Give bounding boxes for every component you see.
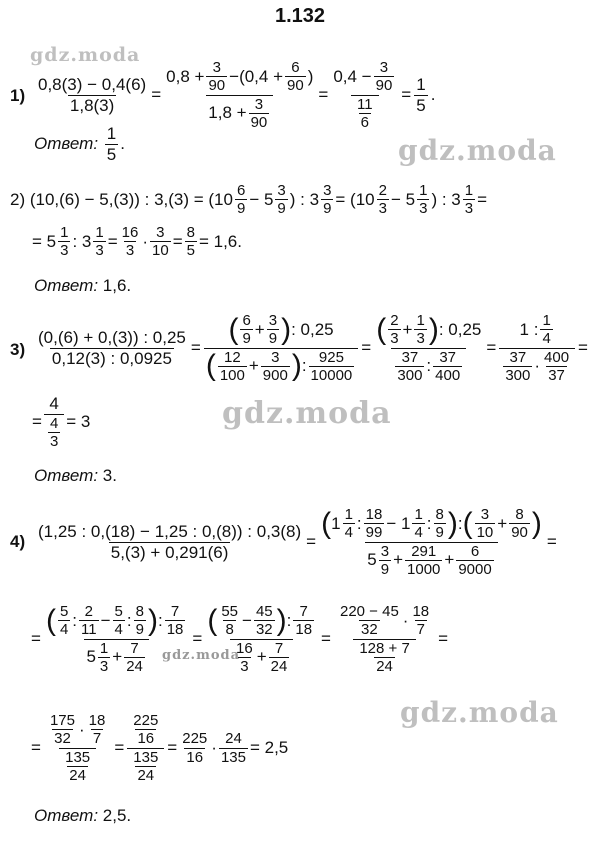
problem-4-line-2: = ( $\frac{5}{4}$ : $\frac{2}{11}$ − $\frac{5}{4}$ : $\frac{8}{9}$ ) : $\frac{7}{18}$ 5 $\frac{1}{3}$ + $\frac{7}{24}$ = ( $\frac{55}{8}$ − $\frac{45}{32}$ ) : $\frac{7}{18}$ $\frac{16}{3}$ + $\frac{7}{24}$ = $\frac{220 - 45}{32}$ · $\frac{18}{7}$ $\frac{128 + 7}{24}$ =	[31, 603, 449, 675]
problem-3-equation: $\frac{(0,(6) + 0,(3)) : 0,25}{0,12(3) : 0,0925}$ = ( $\frac{6}{9}$ + $\frac{3}{9}$ ) : 0,25 ( $\frac{12}{100}$ + $\frac{3}{900}$ ) : $\frac{925}{10000}$ = ( $\frac{2}{3}$ + $\frac{1}{3}$ ) : 0,25 $\frac{37}{300}$ : $\frac{37}{400}$ = 1 : $\frac{1}{4}$ $\frac{37}{300}$ · $\frac{400}{37}$ =	[38, 312, 588, 384]
watermark: gdz.moda	[162, 648, 241, 663]
problem-number: 1)	[10, 86, 26, 105]
problem-2-line-1: 2) (10,(6) − 5,(3)) : 3,(3) = (10 $\frac{6}{9}$ − 5 $\frac{3}{9}$ ) : 3 $\frac{3}{9}$ = (10 $\frac{2}{3}$ − 5 $\frac{1}{3}$ ) : 3 $\frac{1}{3}$ =	[10, 182, 488, 218]
answer-3: Ответ: 3.	[34, 466, 117, 485]
watermark: gdz.moda	[398, 134, 557, 167]
problem-1-equation: $\frac{0,8(3) - 0,4(6)}{1,8(3)}$ = 0,8 + $\frac{3}{90}$ − (0,4 + $\frac{6}{90}$ ) 1,8 + $\frac{3}{90}$ = 0,4 − $\frac{3}{90}$ $\frac{11}{6}$ = $\frac{1}{5}$ .	[38, 59, 436, 131]
answer-2: Ответ: 1,6.	[34, 276, 132, 295]
answer-1: Ответ : $\frac{1}{5}$ .	[34, 124, 125, 164]
problem-number: 4)	[10, 532, 26, 551]
page-title: 1.132	[274, 5, 326, 27]
problem-4-equation: $\frac{(1,25 : 0,(18) - 1,25 : 0,(8)) : 0,3(8)}{5,(3) + 0,291(6)}$ = ( 1 $\frac{1}{4}$ : $\frac{18}{99}$ − 1 $\frac{1}{4}$ : $\frac{8}{9}$ ) : ( $\frac{3}{10}$ + $\frac{8}{90}$ ) 5 $\frac{3}{9}$ + $\frac{291}{1000}$ + $\frac{6}{9000}$ =	[38, 506, 557, 578]
fraction: 0,4 − $\frac{3}{90}$ $\frac{11}{6}$	[333, 59, 393, 131]
problem-4-line-3: = $\frac{175}{32}$ · $\frac{18}{7}$ $\frac{135}{24}$ = $\frac{\frac{225}{16}}{\frac{135}{24}}$ = $\frac{225}{16}$ · $\frac{24}{135}$ = 2,5	[31, 712, 289, 784]
watermark: gdz.moda	[30, 44, 141, 66]
problem-2-line-2: = 5 $\frac{1}{3}$ : 3 $\frac{1}{3}$ = $\frac{16}{3}$ · $\frac{3}{10}$ = $\frac{8}{5}$ = 1,6.	[32, 224, 242, 260]
answer-4: Ответ: 2,5.	[34, 806, 132, 825]
fraction: $\frac{0,8(3) - 0,4(6)}{1,8(3)}$	[38, 74, 147, 115]
problem-number: 3)	[10, 340, 26, 359]
fraction: 0,8 + $\frac{3}{90}$ − (0,4 + $\frac{6}{90}$ ) 1,8 + $\frac{3}{90}$	[166, 59, 314, 131]
watermark: gdz.moda	[400, 696, 559, 729]
problem-3-line-2: = $\frac{4}{\frac{4}{3}}$ = 3	[32, 394, 91, 450]
watermark: gdz.moda	[222, 396, 392, 431]
